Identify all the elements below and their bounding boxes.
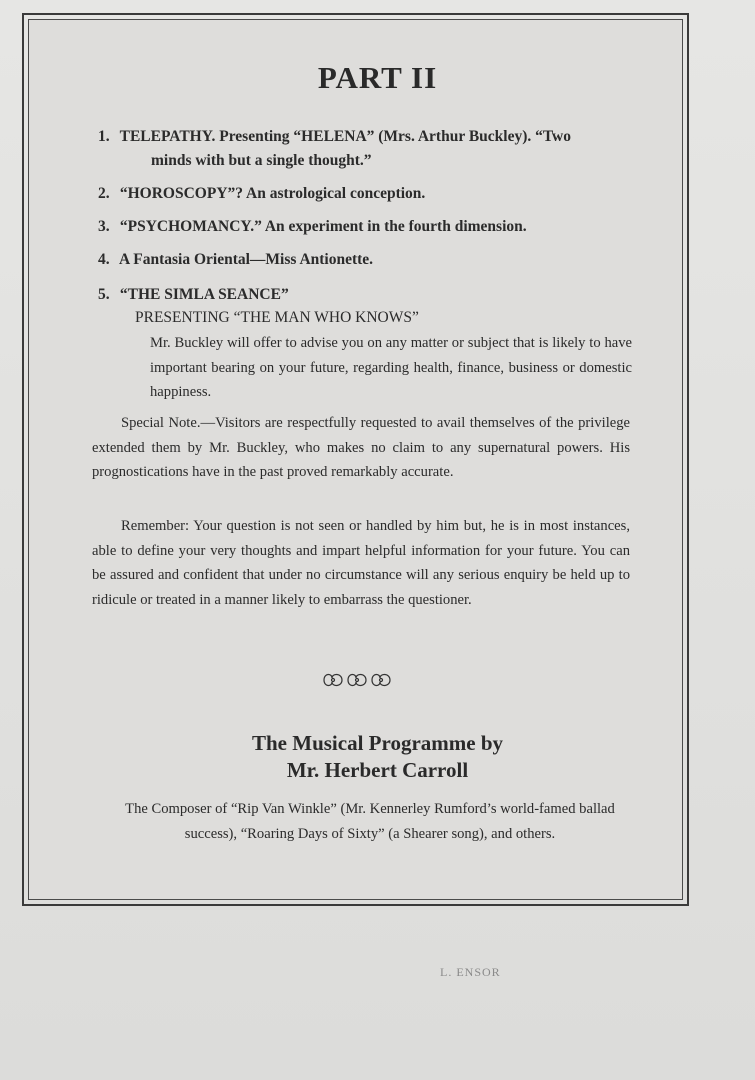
item-text: “PSYCHOMANCY.” An experiment in the fourth dimension.	[119, 218, 527, 235]
list-item-5	[98, 283, 289, 307]
remember-note: Remember: Your question is not seen or handled by him but, he is in most instances, able to define your very thoughts and impart helpful information for your future. You can be assured and confident that under no circumstance will any serious enquiry be held up to ridicule or treated in a manner likely to embarrass the questioner.	[92, 518, 630, 608]
presenting-heading: PRESENTING “THE MAN WHO KNOWS”	[135, 309, 419, 326]
item-text-line1: TELEPATHY. Presenting “HELENA” (Mrs. Arthur Buckley). “Two	[119, 128, 572, 145]
item-text-line2: minds with but a single thought.”	[151, 152, 372, 169]
decorative-ornament-icon	[320, 670, 396, 690]
music-title-line2: Mr. Herbert Carroll	[286, 758, 469, 782]
list-item-1-continued	[151, 149, 372, 173]
special-note: Special Note.—Visitors are respectfully requested to avail themselves of the privilege extended them by Mr. Buckley, who makes no claim to any supernatural powers. His prognostications have in the past proved remarkably accurate.	[92, 415, 630, 480]
owner-stamp: L. ENSOR	[440, 965, 501, 979]
presenting-note: Mr. Buckley will offer to advise you on any matter or subject that is likely to have important bearing on your future, regarding health, finance, business or domestic happiness.	[150, 335, 632, 400]
item-text: A Fantasia Oriental—Miss Antionette.	[119, 251, 374, 268]
music-section-title	[0, 730, 755, 784]
list-item-3	[98, 215, 527, 239]
list-item-1	[98, 125, 571, 149]
page-title: PART II	[317, 60, 438, 95]
item-number: 4.	[98, 251, 110, 268]
music-title-line1: The Musical Programme by	[252, 731, 503, 755]
music-description: The Composer of “Rip Van Winkle” (Mr. Kennerley Rumford’s world-famed ballad success), “Roaring Days of Sixty” (a Shearer song), and others.	[125, 801, 615, 842]
item-text: “HOROSCOPY”? An astrological conception.	[119, 185, 426, 202]
item-number: 3.	[98, 218, 110, 235]
item-number: 1.	[98, 128, 110, 145]
item-number: 2.	[98, 185, 110, 202]
item-text: “THE SIMLA SEANCE”	[119, 286, 289, 303]
list-item-2	[98, 182, 425, 206]
item-number: 5.	[98, 286, 110, 303]
list-item-4	[98, 248, 373, 272]
